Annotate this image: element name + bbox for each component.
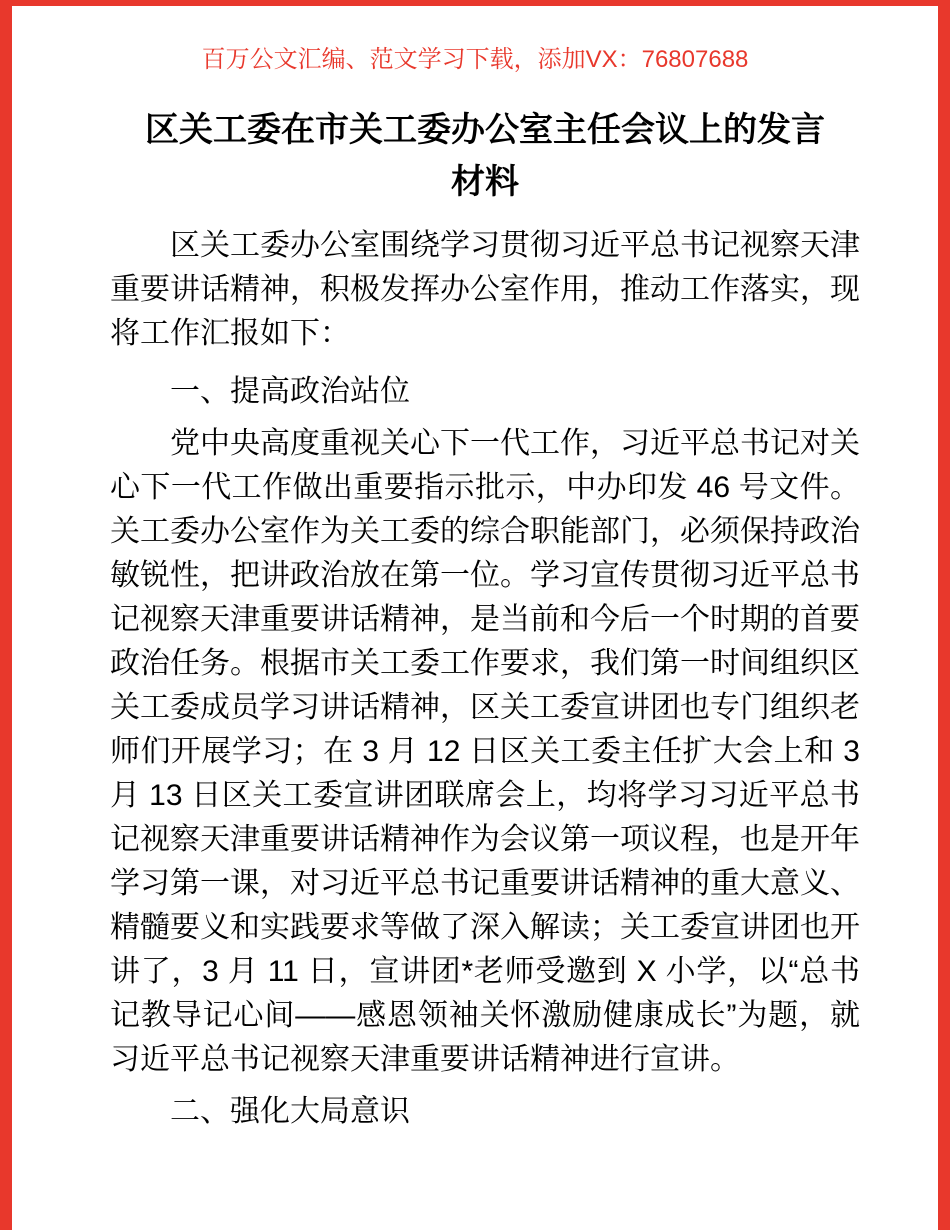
page-border-top — [0, 0, 950, 6]
section-heading-1: 一、提高政治站位 — [170, 375, 410, 408]
section-heading-2: 二、强化大局意识 — [170, 1095, 410, 1128]
watermark-header: 百万公文汇编、范文学习下载，添加VX：76807688 — [201, 46, 749, 73]
document-body — [110, 104, 860, 1134]
intro-paragraph: 区关工委办公室围绕学习贯彻习近平总书记视察天津重要讲话精神，积极发挥办公室作用，推动工作落实，现将工作汇报如下： — [110, 229, 860, 350]
body-paragraph: 党中央高度重视关心下一代工作，习近平总书记对关心下一代工作做出重要指示批示，中办印发 46 号文件。关工委办公室作为关工委的综合职能部门，必须保持政治敏锐性，把讲政治放在第一位。学习宣传贯彻习近平总书记视察天津重要讲话精神，是当前和今后一个时期的首要政治任务。根据市关工委工作要求，我们第一时间组织区关工委成员学习讲话精神，区关工委宣讲团也专门组织老师们开展学习；在 3 月 12 日区关工委主任扩大会上和 3 月 13 日区关工委宣讲团联席会上，均将学习习近平总书记视察天津重要讲话精神作为会议第一项议程，也是开年学习第一课，对习近平总书记重要讲话精神的重大意义、精髓要义和实践要求等做了深入解读；关工委宣讲团也开讲了，3 月 11 日，宣讲团*老师受邀到 X 小学，以“总书记教导记心间——感恩领袖关怀激励健康成长”为题，就习近平总书记视察天津重要讲话精神进行宣讲。 — [110, 427, 860, 1076]
page-border-right — [938, 0, 950, 1230]
page-title-line-1: 区关工委在市关工委办公室主任会议上的发言 — [145, 111, 825, 149]
page-title-line-2: 材料 — [451, 163, 519, 201]
page-border-left — [0, 0, 12, 1230]
page-title — [110, 104, 860, 208]
